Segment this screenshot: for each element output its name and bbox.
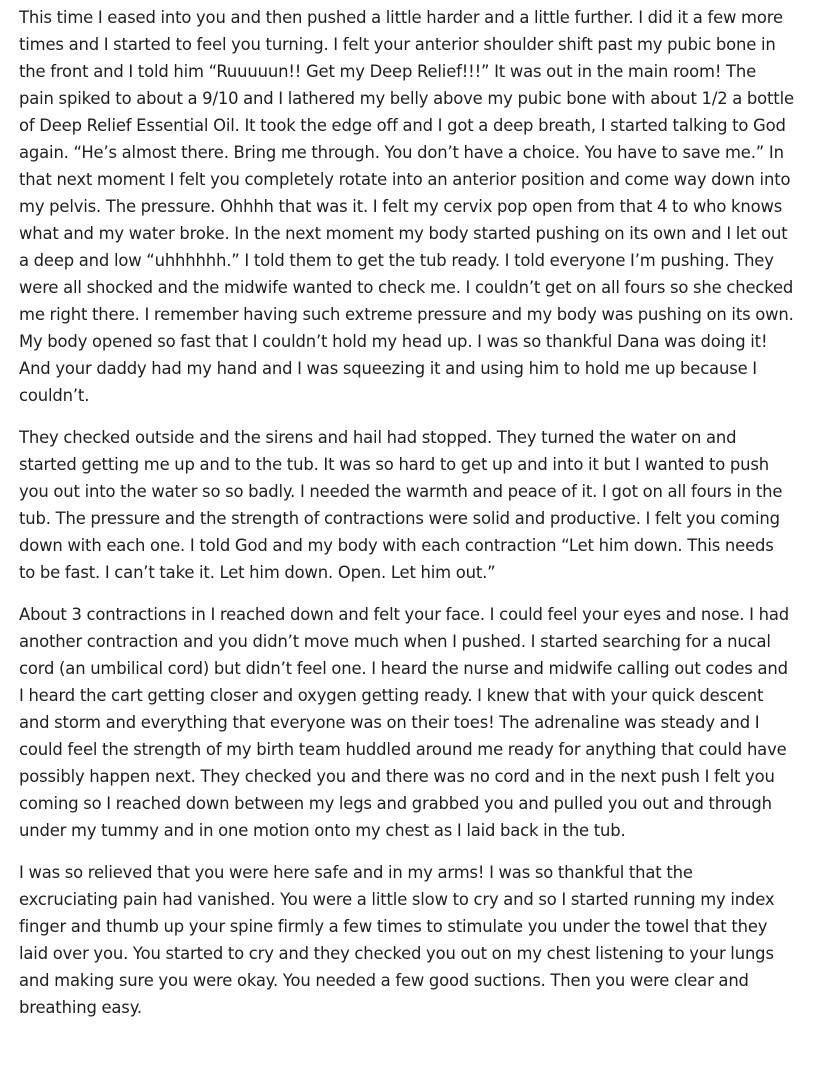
- paragraph-4: I was so relieved that you were here safe and in my arms! I was so thankful that the excruciating pain had vanished. You were a little slow to cry and so I started running my index finger and thumb up your spine firmly a few times to stimulate you under the towel that they laid over you. You started to cry and they checked you out on my chest listening to your lungs and making sure you were okay. You needed a few good suctions. Then you were clear and breathing easy.: [19, 863, 775, 1017]
- paragraph-3: About 3 contractions in I reached down and felt your face. I could feel your eyes and nose. I had another contraction and you didn’t move much when I pushed. I started searching for a nucal cord (an umbilical cord) but didn’t feel one. I heard the nurse and midwife calling out codes and I heard the cart getting closer and oxygen getting ready. I knew that with your quick descent and storm and everything that everyone was on their toes! The adrenaline was steady and I could feel the strength of my birth team huddled around me ready for anything that could have possibly happen next. They checked you and there was no cord and in the next push I felt you coming so I reached down between my legs and grabbed you and pulled you out and through under my tummy and in one motion onto my chest as I laid back in the tub.: [19, 605, 789, 840]
- paragraph-1: This time I eased into you and then pushed a little harder and a little further. I did it a few more times and I started to feel you turning. I felt your anterior shoulder shift past my pubic bone in the front and I told him “Ruuuuun!! Get my Deep Relief!!!” It was out in the main room! The pain spiked to about a 9/10 and I lathered my belly above my pubic bone with about 1/2 a bottle of Deep Relief Essential Oil. It took the edge off and I got a deep breath, I started talking to God again. “He’s almost there. Bring me through. You don’t have a choice. You have to save me.” In that next moment I felt you completely rotate into an anterior position and come way down into my pelvis. The pressure. Ohhhh that was it. I felt my cervix pop open from that 4 to who knows what and my water broke. In the next moment my body started pushing on its own and I let out a deep and low “uhhhhhh.” I told them to get the tub ready. I told everyone I’m pushing. They were all shocked and the midwife wanted to check me. I couldn’t get on all fours so she checked me right there. I remember having such extreme pressure and my body was pushing on its own. My body opened so fast that I couldn’t hold my head up. I was so thankful Dana was doing it! And your daddy had my hand and I was squeezing it and using him to hold me up because I couldn’t.: [19, 8, 794, 405]
- paragraph-2: They checked outside and the sirens and hail had stopped. They turned the water on and started getting me up and to the tub. It was so hard to get up and into it but I wanted to push you out into the water so so badly. I needed the warmth and peace of it. I got on all fours in the tub. The pressure and the strength of contractions were solid and productive. I felt you coming down with each one. I told God and my body with each contraction “Let him down. This needs to be fast. I can’t take it. Let him down. Open. Let him out.”: [19, 428, 783, 582]
